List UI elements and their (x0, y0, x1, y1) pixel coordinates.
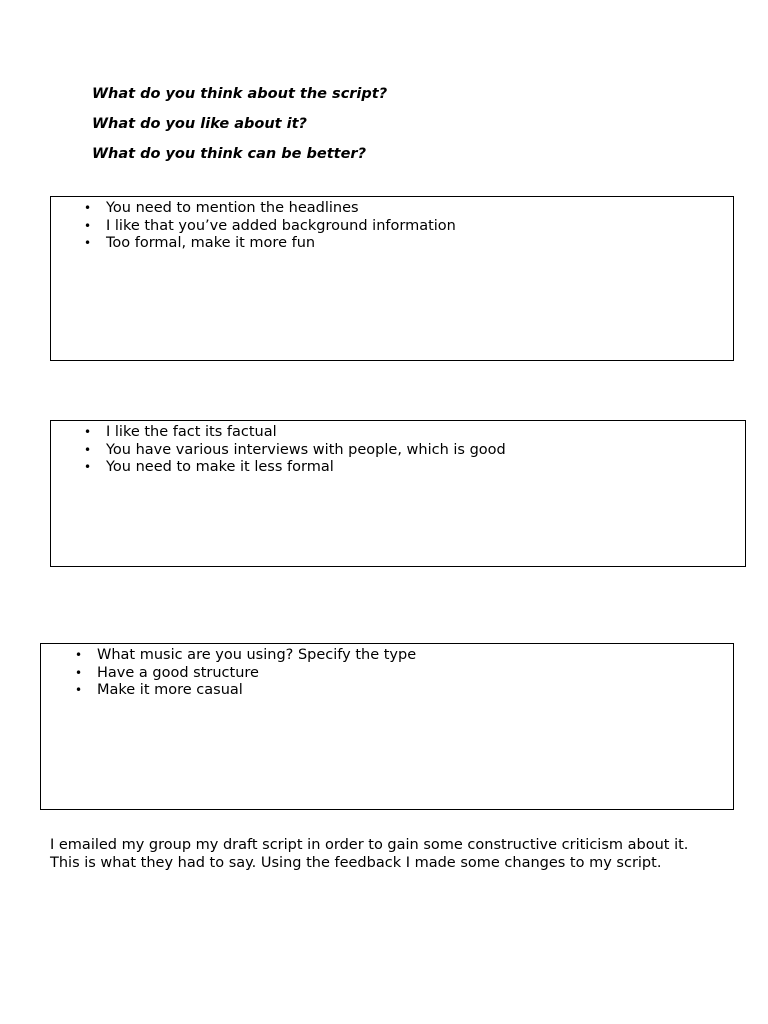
feedback-box-3 (40, 643, 734, 810)
bullet-icon: • (84, 201, 92, 215)
closing-line-1: I emailed my group my draft script in order to gain some constructive criticism about it. (50, 837, 689, 853)
list-item: • You need to mention the headlines (84, 200, 359, 216)
bullet-icon: • (75, 665, 83, 680)
closing-paragraph (50, 836, 688, 872)
question-2: What do you like about it? (92, 116, 307, 132)
closing-line-2: This is what they had to say. Using the feedback I made some changes to my script. (50, 855, 662, 871)
feedback-list-2 (84, 424, 745, 477)
bullet-icon: • (75, 648, 83, 662)
question-1: What do you think about the script? (92, 86, 388, 102)
feedback-box-1 (50, 196, 734, 361)
list-item: • Too formal, make it more fun (84, 235, 316, 251)
list-item: • Have a good structure (75, 664, 259, 681)
list-item: • I like that you’ve added background information (84, 217, 456, 234)
bullet-icon: • (84, 218, 92, 233)
bullet-icon: • (84, 442, 92, 457)
feedback-list-1 (84, 200, 733, 253)
feedback-box-2 (50, 420, 746, 567)
feedback-list-3 (75, 647, 733, 700)
list-item: • What music are you using? Specify the type (75, 647, 417, 663)
bullet-icon: • (75, 683, 83, 697)
list-item: • Make it more casual (75, 682, 243, 698)
bullet-icon: • (84, 460, 92, 474)
bullet-icon: • (84, 236, 92, 250)
list-item: • You have various interviews with people, which is good (84, 441, 506, 458)
list-item: • I like the fact its factual (84, 424, 277, 440)
list-item: • You need to make it less formal (84, 459, 334, 475)
question-3: What do you think can be better? (92, 146, 366, 162)
bullet-icon: • (84, 425, 92, 439)
